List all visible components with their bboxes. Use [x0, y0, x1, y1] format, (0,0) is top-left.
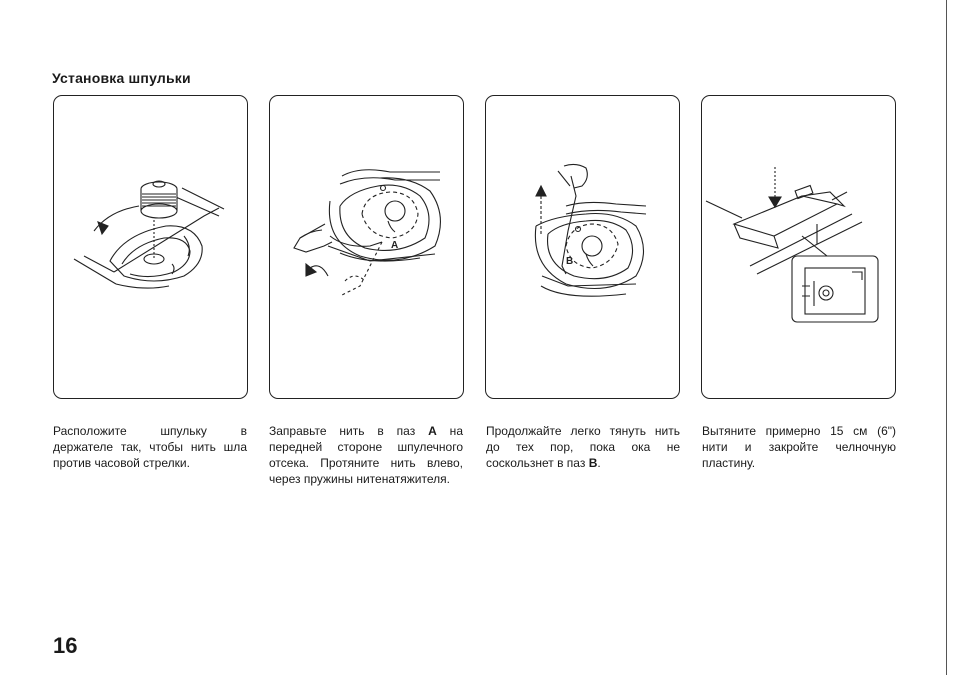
illustration-panel-2	[269, 95, 464, 399]
slot-a-label: A	[391, 240, 399, 251]
step-4-caption	[702, 423, 896, 471]
slot-b-label: B	[566, 256, 574, 267]
bobbin-placement-illustration	[54, 96, 248, 399]
step-2-slot-name: A	[428, 424, 437, 438]
thread-slot-b-illustration	[486, 96, 680, 399]
page-edge-line	[946, 0, 947, 675]
illustration-panel-1	[53, 95, 248, 399]
step-2-caption	[269, 423, 463, 487]
section-title: Установка шпульки	[52, 70, 191, 86]
illustration-panel-3	[485, 95, 680, 399]
step-3-slot-name: B	[588, 456, 598, 470]
illustration-panel-4	[701, 95, 896, 399]
step-3-text-after: .	[597, 456, 601, 470]
step-1-caption	[53, 423, 247, 471]
page-number: 16	[53, 633, 78, 658]
step-4-text: Вытяните примерно 15 см (6") нити и закройте челночную пластину.	[702, 424, 896, 470]
close-plate-illustration	[702, 96, 896, 399]
step-3-text-before: Продолжайте легко тянуть нить до тех пор, пока ока не соскользнет в паз	[486, 424, 680, 470]
step-1-text: Расположите шпульку в держателе так, чтобы нить шла против часовой стрелки.	[53, 424, 247, 470]
step-3-caption	[486, 423, 680, 471]
step-2-text-before: Заправьте нить в паз	[269, 424, 429, 438]
step-2-text-after: на передней стороне шпулечного отсека. Протяните нить влево, через пружины нитенатяжителя.	[269, 424, 463, 486]
thread-slot-a-illustration	[270, 96, 464, 399]
